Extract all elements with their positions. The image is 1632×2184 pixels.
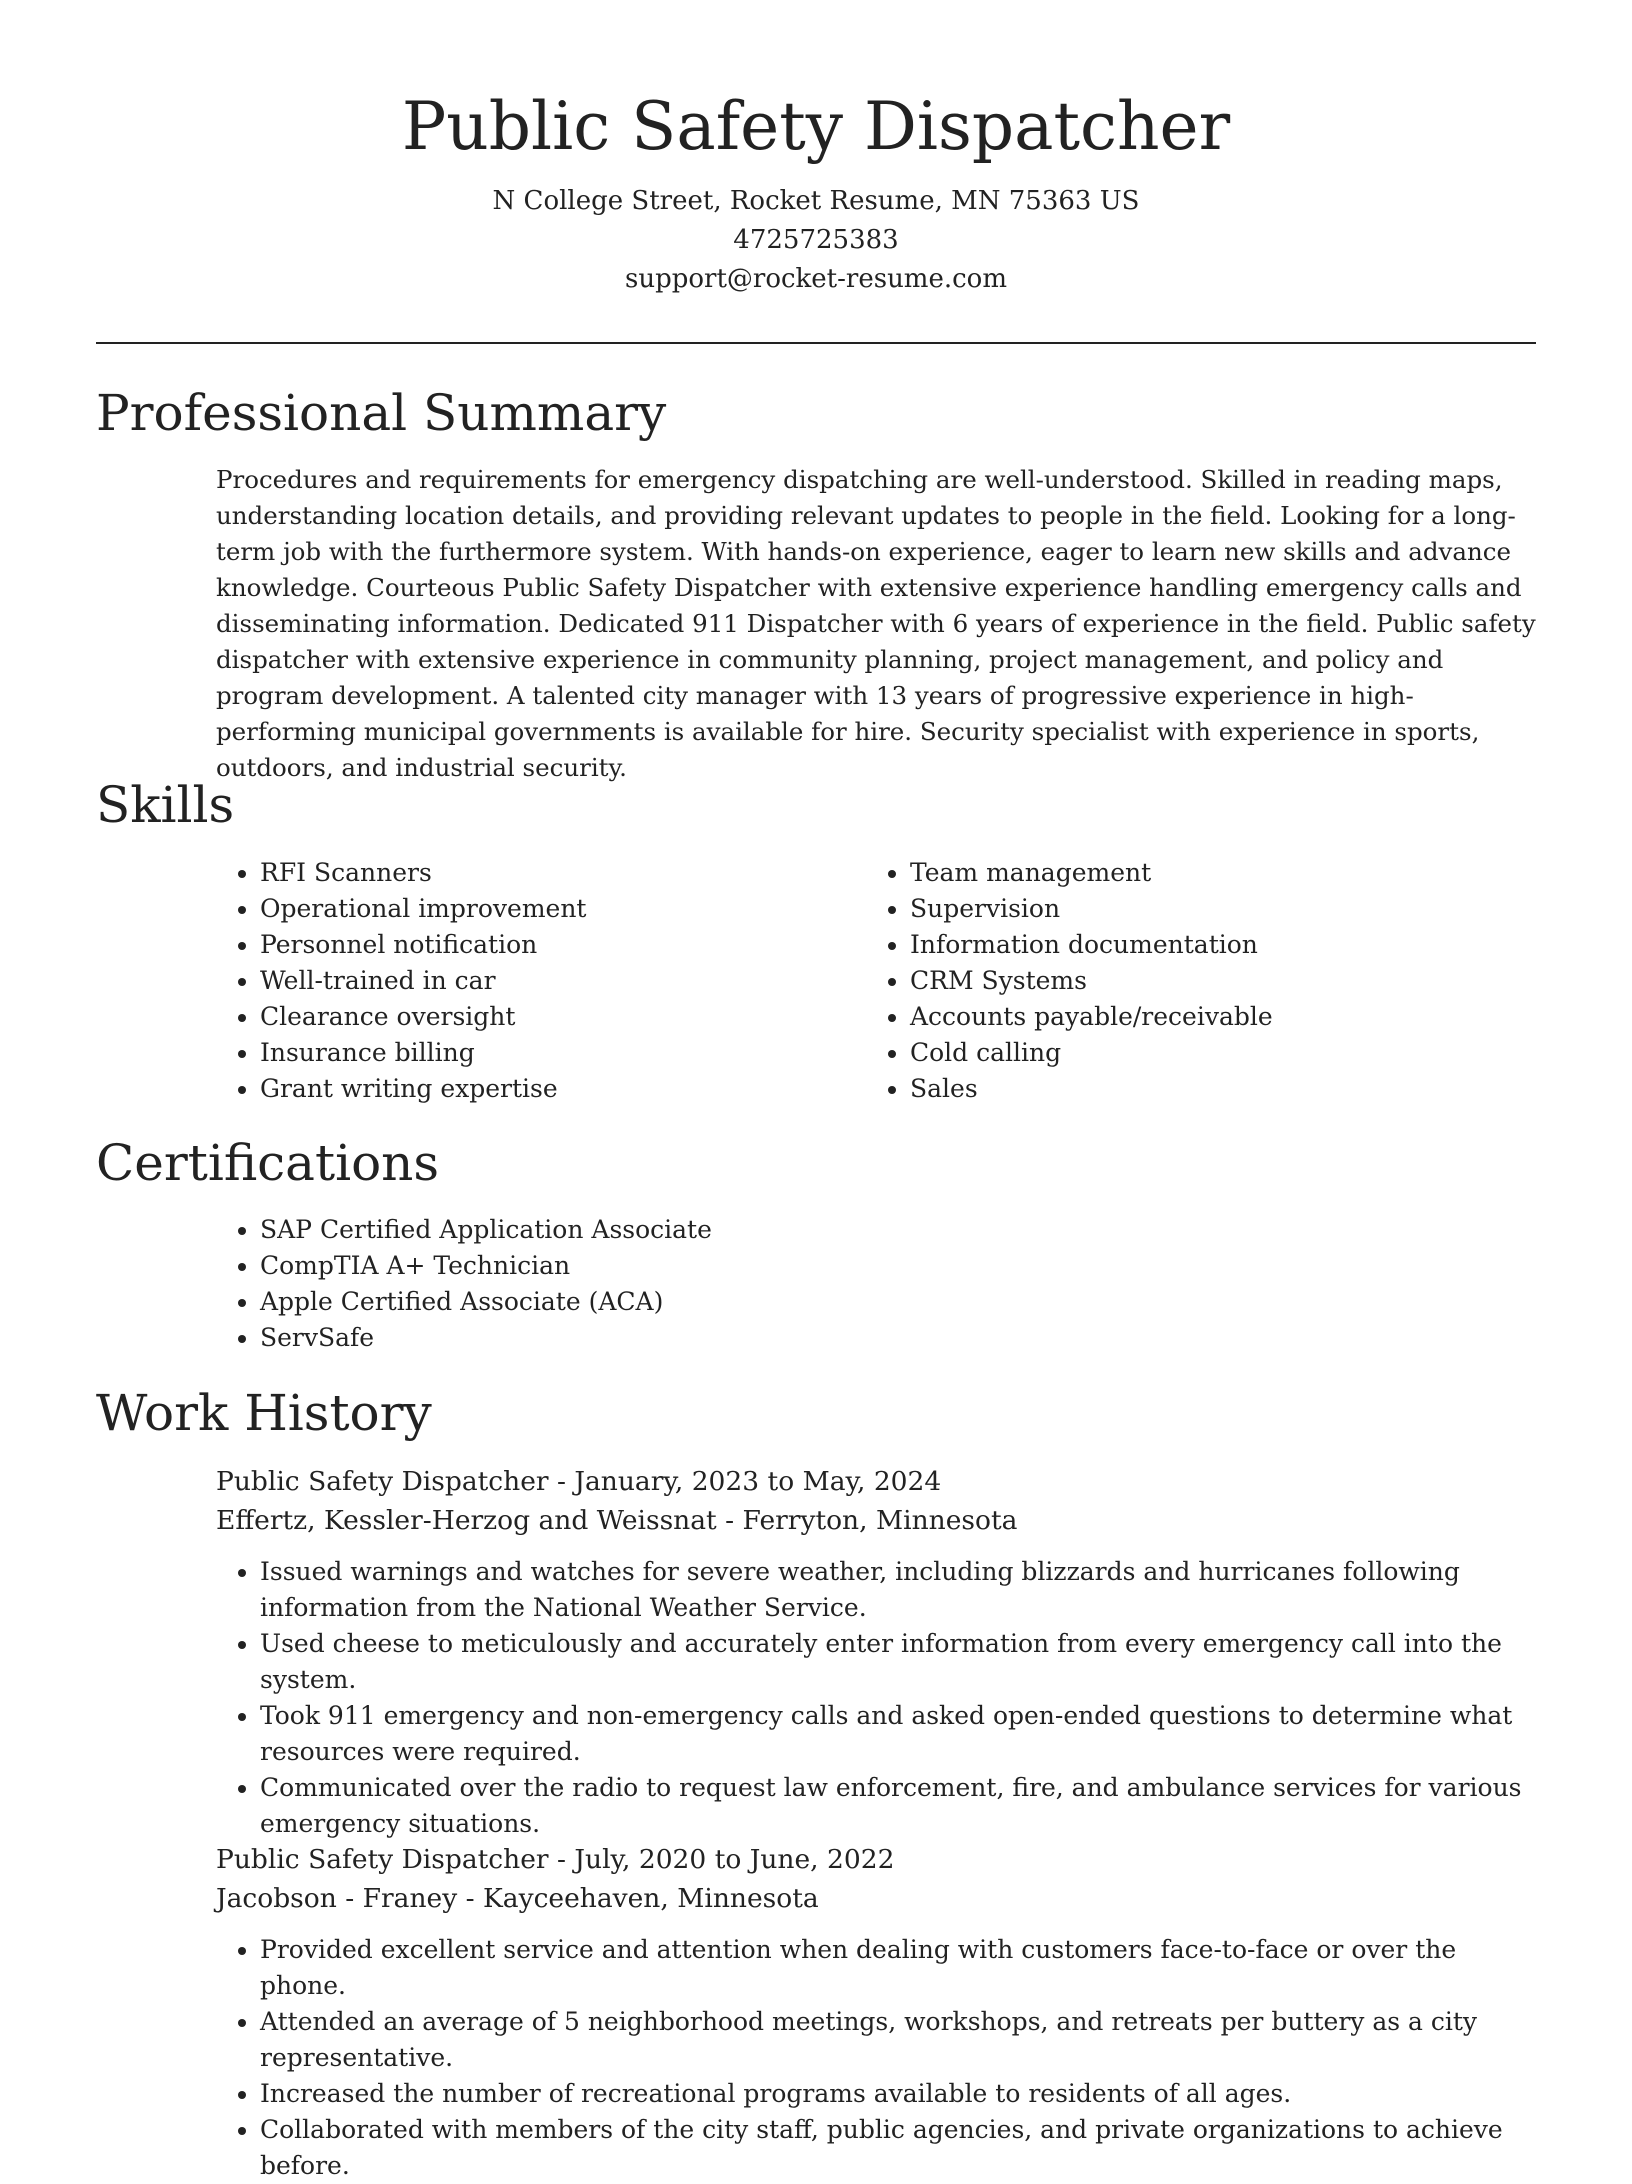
skill-item: • Well-trained in car xyxy=(260,963,836,999)
skill-item: • Personnel notification xyxy=(260,927,836,963)
certifications-block xyxy=(216,1212,1536,1356)
contact-block xyxy=(96,182,1536,299)
job-location: Kayceehaven, Minnesota xyxy=(483,1883,819,1914)
skill-item: • Clearance oversight xyxy=(260,999,836,1035)
work-history-heading: Work History xyxy=(96,1384,432,1442)
job-entry xyxy=(216,1840,1536,2184)
job-dates: January, 2023 to May, 2024 xyxy=(574,1466,942,1497)
skills-list-right xyxy=(866,855,1486,1107)
header-divider xyxy=(96,342,1536,344)
summary-heading: Professional Summary xyxy=(96,384,667,442)
skill-item: • Sales xyxy=(910,1071,1486,1107)
job-title-line xyxy=(216,1840,1536,1879)
job-duty-item: • Used cheese to meticulously and accurately enter information from every emergency call into the system. xyxy=(260,1626,1536,1698)
skills-column-left xyxy=(216,855,836,1107)
skills-heading: Skills xyxy=(96,776,235,834)
job-title-line xyxy=(216,1462,1536,1501)
skill-item: • Accounts payable/receivable xyxy=(910,999,1486,1035)
email: support@rocket-resume.com xyxy=(624,264,1007,294)
job-role: Public Safety Dispatcher xyxy=(216,1466,549,1497)
job-entry xyxy=(216,1462,1536,1842)
address: N College Street, Rocket Resume, MN 75363 US xyxy=(492,186,1140,216)
job-role: Public Safety Dispatcher xyxy=(216,1844,549,1875)
certifications-list xyxy=(216,1212,1536,1356)
candidate-name: Public Safety Dispatcher xyxy=(401,88,1231,165)
certification-item: • SAP Certified Application Associate xyxy=(260,1212,1536,1248)
skill-item: • RFI Scanners xyxy=(260,855,836,891)
job-duties-list xyxy=(216,1554,1536,1842)
job-company-line xyxy=(216,1879,1536,1918)
skill-item: • Supervision xyxy=(910,891,1486,927)
job-duty-item: • Provided excellent service and attention when dealing with customers face-to-face or over the phone. xyxy=(260,1932,1536,2004)
job-duty-item: • Increased the number of recreational programs available to residents of all ages. xyxy=(260,2076,1536,2112)
summary-text: Procedures and requirements for emergency dispatching are well-understood. Skilled in reading maps, understanding location details, and providing relevant updates to people in the field. Looking for a long-term job with the furthermore system. With hands-on experience, eager to learn new skills and advance knowledge. Courteous Public Safety Dispatcher with extensive experience handling emergency calls and disseminating information. Dedicated 911 Dispatcher with 6 years of experience in the field. Public safety dispatcher with extensive experience in community planning, project management, and policy and program development. A talented city manager with 13 years of progressive experience in high-performing municipal governments is available for hire. Security specialist with experience in sports, outdoors, and industrial security. xyxy=(216,465,1536,782)
skill-item: • Cold calling xyxy=(910,1035,1486,1071)
separator: - xyxy=(457,1883,483,1914)
skill-item: • Insurance billing xyxy=(260,1035,836,1071)
certifications-heading: Certifications xyxy=(96,1134,440,1192)
skill-item: • Grant writing expertise xyxy=(260,1071,836,1107)
job-duty-item: • Collaborated with members of the city staff, public agencies, and private organizations to achieve before. xyxy=(260,2112,1536,2184)
job-company: Jacobson - Franey xyxy=(216,1883,458,1914)
skill-item: • Operational improvement xyxy=(260,891,836,927)
separator: - xyxy=(716,1505,743,1536)
job-duty-item: • Attended an average of 5 neighborhood meetings, workshops, and retreats per buttery as a city representative. xyxy=(260,2004,1536,2076)
skills-list-left xyxy=(216,855,836,1107)
skill-item: • Team management xyxy=(910,855,1486,891)
resume-header xyxy=(96,82,1536,299)
job-location: Ferryton, Minnesota xyxy=(742,1505,1018,1536)
job-company-line xyxy=(216,1501,1536,1540)
certification-item: • CompTIA A+ Technician xyxy=(260,1248,1536,1284)
job-company: Effertz, Kessler-Herzog and Weissnat xyxy=(216,1505,717,1536)
job-duty-item: • Took 911 emergency and non-emergency calls and asked open-ended questions to determine what resources were required. xyxy=(260,1698,1536,1770)
job-duty-item: • Issued warnings and watches for severe weather, including blizzards and hurricanes following information from the National Weather Service. xyxy=(260,1554,1536,1626)
separator: - xyxy=(548,1466,575,1497)
job-duties-list xyxy=(216,1932,1536,2184)
job-dates: July, 2020 to June, 2022 xyxy=(574,1844,895,1875)
certification-item: • ServSafe xyxy=(260,1320,1536,1356)
skill-item: • Information documentation xyxy=(910,927,1486,963)
phone: 4725725383 xyxy=(733,225,899,255)
skill-item: • CRM Systems xyxy=(910,963,1486,999)
skills-column-right xyxy=(866,855,1486,1107)
certification-item: • Apple Certified Associate (ACA) xyxy=(260,1284,1536,1320)
job-duty-item: • Communicated over the radio to request law enforcement, fire, and ambulance services for various emergency situations. xyxy=(260,1770,1536,1842)
separator: - xyxy=(548,1844,575,1875)
